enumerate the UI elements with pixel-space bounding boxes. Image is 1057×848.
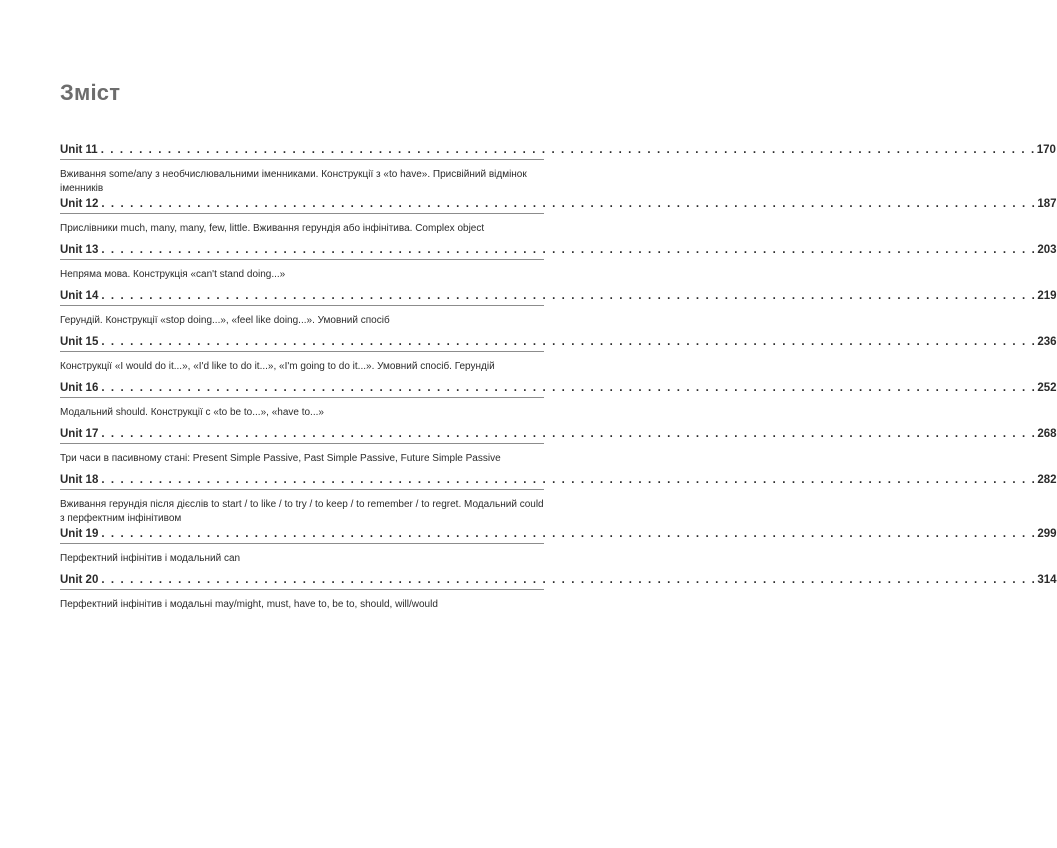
- unit-name: Unit 19: [60, 528, 99, 540]
- dot-leader: . . . . . . . . . . . . . . . . . . . . . . . . . . . . . . . . . . . . . . . . . . . . . . . . . . . . . . . . . . . . . . . . . . . . . . . . . . . . . . . . . . . . . . . . . . . . . . . . . .: [101, 474, 1037, 486]
- toc-entry-line: [60, 574, 1057, 590]
- unit-name: Unit 13: [60, 244, 99, 256]
- unit-description: Модальний should. Конструкції с «to be to...», «have to...»: [60, 407, 324, 418]
- unit-name: Unit 20: [60, 574, 99, 586]
- toc-entry-line: [60, 144, 1056, 160]
- page-number: 187: [1037, 198, 1057, 210]
- page-number: 268: [1037, 428, 1057, 440]
- unit-description: Прислівники much, many, many, few, little. Вживання герундія або інфінітива. Complex object: [60, 223, 485, 234]
- toc-entry-line: [60, 336, 1057, 352]
- toc-entry-unit-12[interactable]: [60, 198, 1057, 236]
- page-number: 252: [1037, 382, 1057, 394]
- unit-description: Перфектний інфінітив і модальні may/might, must, have to, be to, should, will/would: [60, 599, 438, 610]
- page-number: 299: [1037, 528, 1057, 540]
- unit-name: Unit 17: [60, 428, 99, 440]
- toc-entry-unit-17[interactable]: [60, 428, 1057, 466]
- dot-leader: . . . . . . . . . . . . . . . . . . . . . . . . . . . . . . . . . . . . . . . . . . . . . . . . . . . . . . . . . . . . . . . . . . . . . . . . . . . . . . . . . . . . . . . . . . . . . . . . . .: [101, 336, 1037, 348]
- dot-leader: . . . . . . . . . . . . . . . . . . . . . . . . . . . . . . . . . . . . . . . . . . . . . . . . . . . . . . . . . . . . . . . . . . . . . . . . . . . . . . . . . . . . . . . . . . . . . . . . . .: [101, 290, 1037, 302]
- page-number: 203: [1037, 244, 1057, 256]
- unit-description: Перфектний інфінітив і модальний can: [60, 553, 241, 564]
- unit-description: Конструкції «I would do it...», «I'd like to do it...», «I'm going to do it...». Умовний спосіб. Герундій: [60, 361, 495, 372]
- dot-leader: . . . . . . . . . . . . . . . . . . . . . . . . . . . . . . . . . . . . . . . . . . . . . . . . . . . . . . . . . . . . . . . . . . . . . . . . . . . . . . . . . . . . . . . . . . . . . . . . . .: [101, 528, 1037, 540]
- toc-entry-unit-19[interactable]: [60, 528, 1057, 566]
- toc-entry-line: [60, 428, 1057, 444]
- dot-leader: . . . . . . . . . . . . . . . . . . . . . . . . . . . . . . . . . . . . . . . . . . . . . . . . . . . . . . . . . . . . . . . . . . . . . . . . . . . . . . . . . . . . . . . . . . . . . . . . . .: [101, 382, 1037, 394]
- page-number: 219: [1037, 290, 1057, 302]
- toc-entry-unit-11[interactable]: [60, 144, 1056, 196]
- dot-leader: . . . . . . . . . . . . . . . . . . . . . . . . . . . . . . . . . . . . . . . . . . . . . . . . . . . . . . . . . . . . . . . . . . . . . . . . . . . . . . . . . . . . . . . . . . . . . . . . . .: [101, 574, 1037, 586]
- unit-description: Непряма мова. Конструкція «can't stand doing...»: [60, 269, 286, 280]
- unit-description: Герундій. Конструкції «stop doing...», «feel like doing...». Умовний спосіб: [60, 315, 390, 326]
- toc-entry-unit-16[interactable]: [60, 382, 1057, 420]
- unit-name: Unit 15: [60, 336, 99, 348]
- page-number: 236: [1037, 336, 1057, 348]
- unit-description: Вживання some/any з необчислювальними іменниками. Конструкції з «to have». Присвійний відмінок іменників: [60, 169, 527, 194]
- toc-entry-line: [60, 474, 1057, 490]
- toc-entry-line: [60, 528, 1057, 544]
- page-number: 314: [1037, 574, 1057, 586]
- page-number: 170: [1036, 144, 1056, 156]
- toc-entry-unit-18[interactable]: [60, 474, 1057, 526]
- unit-name: Unit 11: [60, 144, 98, 156]
- dot-leader: . . . . . . . . . . . . . . . . . . . . . . . . . . . . . . . . . . . . . . . . . . . . . . . . . . . . . . . . . . . . . . . . . . . . . . . . . . . . . . . . . . . . . . . . . . . . . . . . . .: [100, 144, 1036, 156]
- toc-entry-unit-20[interactable]: [60, 574, 1057, 612]
- unit-description: Вживання герундія після дієслів to start / to like / to try / to keep / to remember / to regret. Модальний could з перфектним інфінітивом: [60, 499, 544, 524]
- toc-entry-unit-14[interactable]: [60, 290, 1057, 328]
- dot-leader: . . . . . . . . . . . . . . . . . . . . . . . . . . . . . . . . . . . . . . . . . . . . . . . . . . . . . . . . . . . . . . . . . . . . . . . . . . . . . . . . . . . . . . . . . . . . . . . . . .: [101, 198, 1037, 210]
- dot-leader: . . . . . . . . . . . . . . . . . . . . . . . . . . . . . . . . . . . . . . . . . . . . . . . . . . . . . . . . . . . . . . . . . . . . . . . . . . . . . . . . . . . . . . . . . . . . . . . . . .: [101, 428, 1037, 440]
- toc-entry-unit-13[interactable]: [60, 244, 1057, 282]
- unit-description: Три часи в пасивному стані: Present Simple Passive, Past Simple Passive, Future Simple Passive: [60, 453, 501, 464]
- toc-entry-unit-15[interactable]: [60, 336, 1057, 374]
- dot-leader: . . . . . . . . . . . . . . . . . . . . . . . . . . . . . . . . . . . . . . . . . . . . . . . . . . . . . . . . . . . . . . . . . . . . . . . . . . . . . . . . . . . . . . . . . . . . . . . . . .: [101, 244, 1037, 256]
- toc-entry-line: [60, 382, 1057, 398]
- unit-name: Unit 12: [60, 198, 99, 210]
- toc-entry-line: [60, 198, 1057, 214]
- unit-name: Unit 16: [60, 382, 99, 394]
- unit-name: Unit 18: [60, 474, 99, 486]
- unit-name: Unit 14: [60, 290, 99, 302]
- toc-entry-line: [60, 290, 1057, 306]
- toc-entry-line: [60, 244, 1057, 260]
- page-title: Зміст: [60, 80, 121, 105]
- page-number: 282: [1037, 474, 1057, 486]
